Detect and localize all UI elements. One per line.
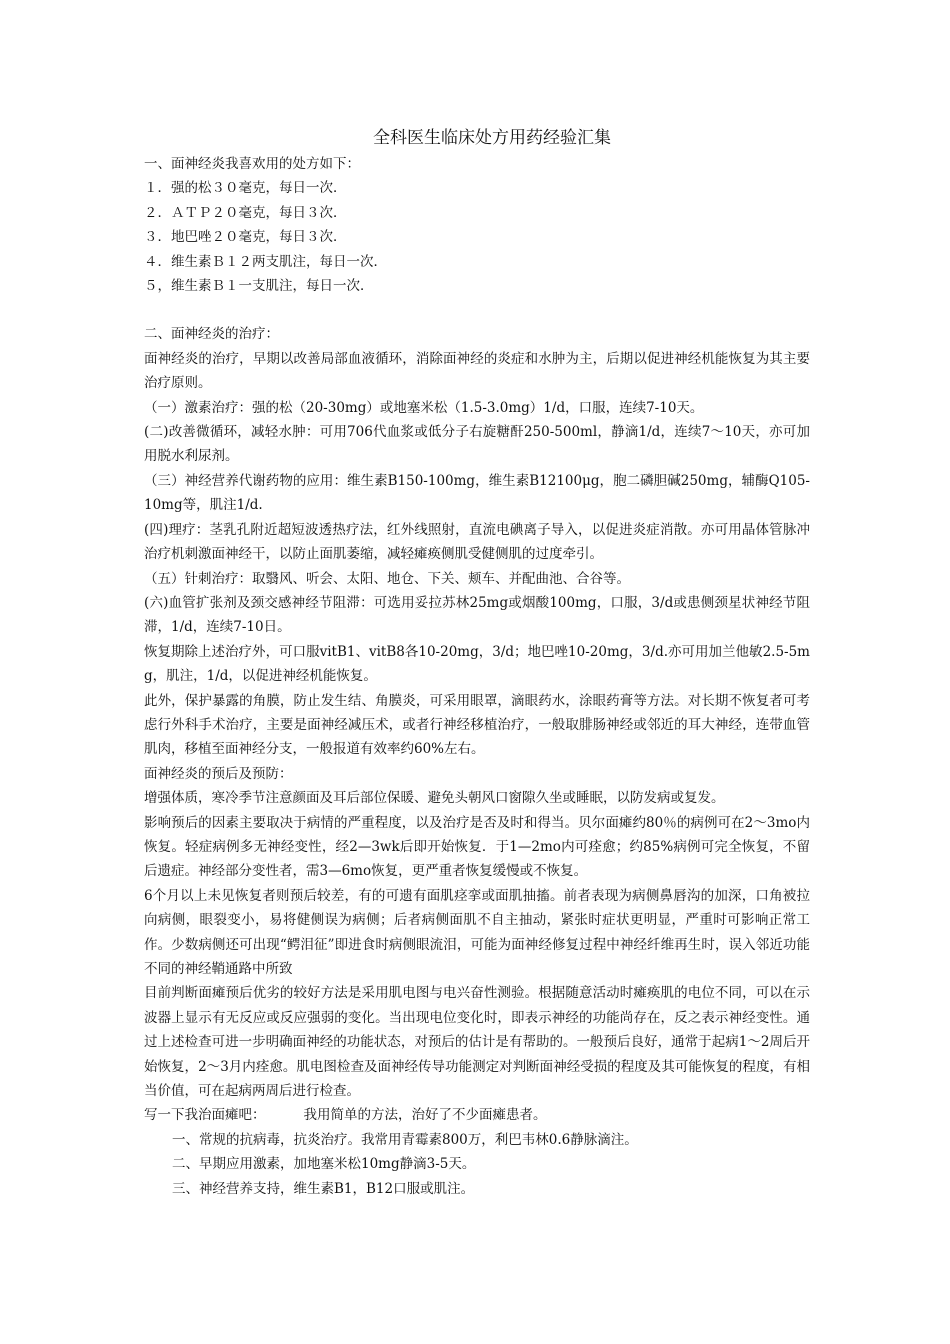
document-page [144,126,810,1201]
paragraph: 恢复期除上述治疗外，可口服vitB1、vitB8各10-20mg，3/d；地巴唑10-20mg，3/d.亦可用加兰他敏2.5-5mg，肌注，1/d，以促进神经机能恢复。 [144,643,810,685]
paragraph: （五）针刺治疗：取翳风、听会、太阳、地仓、下关、颊车、并配曲池、合谷等。 [144,570,630,587]
prescription-item: ４．维生素Ｂ１２两支肌注，每日一次． [144,253,387,270]
section-heading: 二、面神经炎的治疗： [144,326,279,343]
paragraph: 影响预后的因素主要取决于病情的严重程度，以及治疗是否及时和得当。贝尔面瘫约80％的病例可在2～3mo内恢复。轻症病例多无神经变性，经2—3wk后即开始恢复．于1—2mo内可痊愈；约85%病例可完全恢复，不留后遗症。神经部分变性者，需3—6mo恢复，更严重者恢复缓慢或不恢复。 [144,814,810,880]
paragraph: （一）激素治疗：强的松（20-30mg）或地塞米松（1.5-3.0mg）1/d，口服，连续7-10天。 [144,399,704,416]
method-lead-right: 我用简单的方法，治好了不少面瘫患者。 [303,1107,547,1124]
paragraph: 面神经炎的治疗，早期以改善局部血液循环，消除面神经的炎症和水肿为主，后期以促进神经机能恢复为其主要治疗原则。 [144,350,810,392]
subheading: 面神经炎的预后及预防： [144,765,293,782]
prescription-item: ３．地巴唑２０毫克，每日３次． [144,229,347,246]
section-heading: 一、面神经炎我喜欢用的处方如下： [144,156,360,172]
method-item: 一、常规的抗病毒，抗炎治疗。我常用青霉素800万，利巴韦林0.6静脉滴注。 [172,1131,638,1148]
method-item: 三、神经营养支持，维生素B1，B12口服或肌注。 [172,1180,475,1197]
section-my-method [144,1103,810,1201]
prescription-item: ５，维生素Ｂ１一支肌注，每日一次． [144,278,374,295]
prescription-item: １．强的松３０毫克，每日一次． [144,180,347,197]
section-prescriptions [144,152,810,298]
prescription-item: ２．ＡＴＰ２０毫克，每日３次． [144,204,347,221]
paragraph: 增强体质，寒冷季节注意颜面及耳后部位保暖、避免头朝风口窗隙久坐或睡眠，以防发病或复发。 [144,790,725,807]
paragraph: （三）神经营养代谢药物的应用：维生素B150-100mg，维生素B12100μg，胞二磷胆碱250mg，辅酶Q105-10mg等，肌注1/d. [144,472,810,514]
paragraph: 6个月以上未见恢复者则预后较差，有的可遗有面肌痉挛或面肌抽搐。前者表现为病侧鼻唇沟的加深，口角被拉向病侧，眼裂变小，易将健侧误为病侧；后者病侧面肌不自主抽动，紧张时症状更明显，严重时可影响正常工作。少数病侧还可出现“鳄泪征”即进食时病侧眼流泪，可能为面神经修复过程中神经纤维再生时，误入邻近功能不同的神经鞘通路中所致 [144,887,810,977]
document-title: 全科医生临床处方用药经验汇集 [373,128,611,148]
blank-line [144,298,810,322]
method-lead-left: 写一下我治面瘫吧： [144,1107,266,1124]
section-treatment [144,322,810,1103]
paragraph: 此外，保护暴露的角膜，防止发生结、角膜炎，可采用眼罩，滴眼药水，涂眼药膏等方法。对长期不恢复者可考虑行外科手术治疗，主要是面神经减压术，或者行神经移植治疗，一般取腓肠神经或邻近的耳大神经，连带血管肌肉，移植至面神经分支，一般报道有效率约60%左右。 [144,692,810,758]
paragraph: (二)改善微循环，减轻水肿：可用706代血浆或低分子右旋糖酐250-500ml，静滴1/d，连续7～10天，亦可加用脱水利尿剂。 [144,424,810,465]
paragraph: 目前判断面瘫预后优劣的较好方法是采用肌电图与电兴奋性测验。根据随意活动时瘫痪肌的电位不同，可以在示波器上显示有无反应或反应强弱的变化。当出现电位变化时，即表示神经的功能尚存在，反之表示神经变性。通过上述检查可进一步明确面神经的功能状态，对预后的估计是有帮助的。一般预后良好，通常于起病1～2周后开始恢复，2～3月内痊愈。肌电图检查及面神经传导功能测定对判断面神经受损的程度及其可能恢复的程度，有相当价值，可在起病两周后进行检查。 [144,985,810,1100]
paragraph: (四)理疗：茎乳孔附近超短波透热疗法，红外线照射，直流电碘离子导入，以促进炎症消散。亦可用晶体管脉冲治疗机刺激面神经干，以防止面肌萎缩，减轻瘫痪侧肌受健侧肌的过度牵引。 [144,521,810,563]
paragraph: (六)血管扩张剂及颈交感神经节阻滞：可选用妥拉苏林25mg或烟酸100mg，口服，3/d或患侧颈星状神经节阻滞，1/d，连续7-10日。 [144,594,810,636]
method-item: 二、早期应用激素，加地塞米松10mg静滴3-5天。 [172,1156,476,1173]
method-lead [144,1103,810,1127]
